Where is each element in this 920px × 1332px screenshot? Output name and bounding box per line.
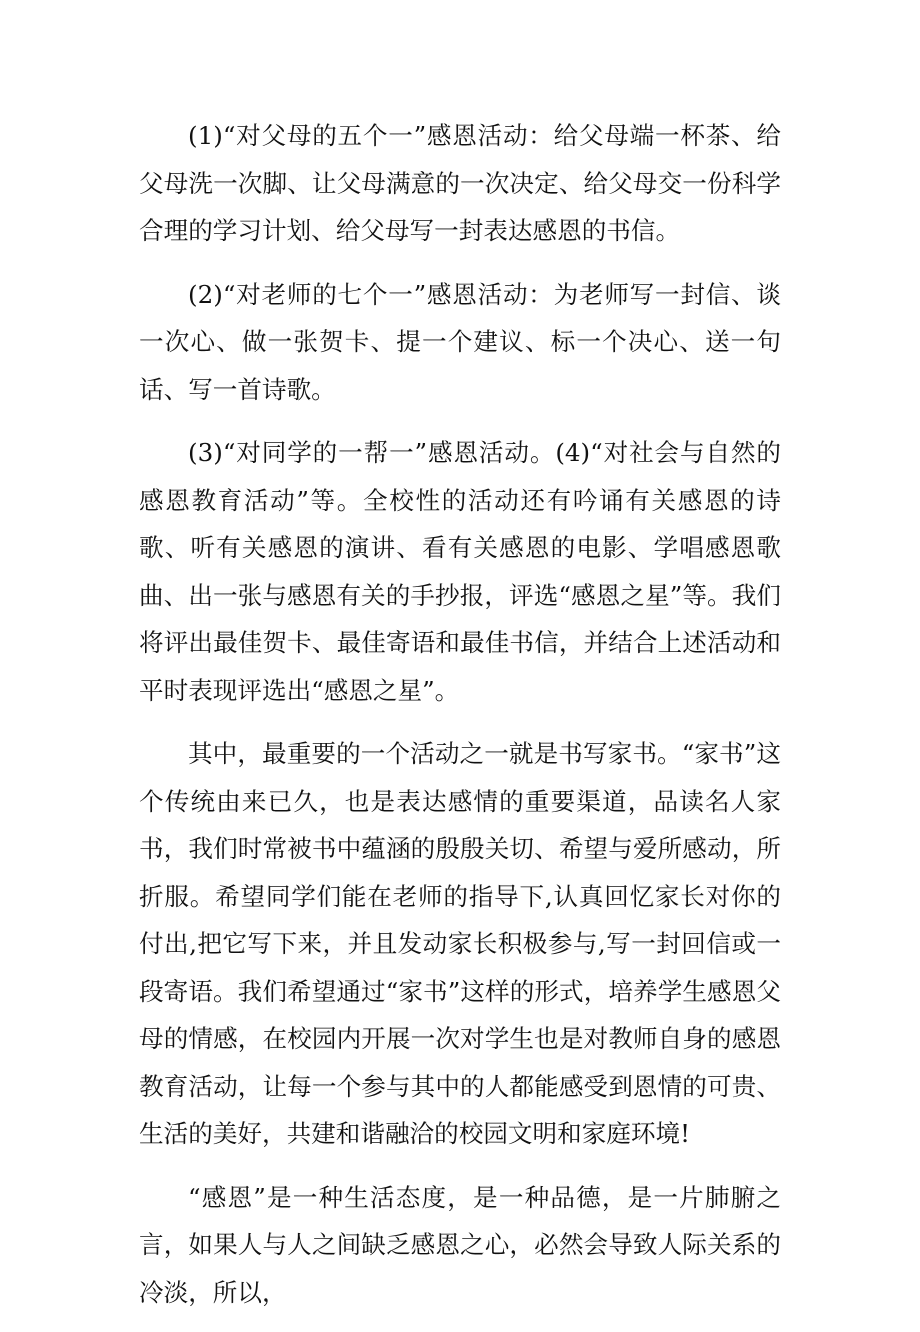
paragraph-classmates-society-activity: (3)“对同学的一帮一”感恩活动。(4)“对社会与自然的感恩教育活动”等。全校性的活动还有吟诵有关感恩的诗歌、听有关感恩的演讲、看有关感恩的电影、学唱感恩歌曲、出一张与感恩有关的手抄报，评选“感恩之星”等。我们将评出最佳贺卡、最佳寄语和最佳书信，并结合上述活动和平时表现评选出“感恩之星”。 <box>139 438 781 705</box>
paragraph-family-letters: 其中，最重要的一个活动之一就是书写家书。“家书”这个传统由来已久，也是表达感情的重要渠道，品读名人家书，我们时常被书中蕴涵的殷殷关切、希望与爱所感动，所折服。希望同学们能在老师的指导下,认真回忆家长对你的付出,把它写下来，并且发动家长积极参与,写一封回信或一段寄语。我们希望通过“家书”这样的形式，培养学生感恩父母的情感，在校园内开展一次对学生也是对教师自身的感恩教育活动，让每一个参与其中的人都能感受到恩情的可贵、生活的美好，共建和谐融洽的校园文明和家庭环境! <box>139 739 781 1148</box>
paragraph-gratitude-attitude: “感恩”是一种生活态度，是一种品德，是一片肺腑之言，如果人与人之间缺乏感恩之心，必然会导致人际关系的冷淡，所以， <box>139 1182 781 1307</box>
paragraph-parents-activity: (1)“对父母的五个一”感恩活动：给父母端一杯茶、给父母洗一次脚、让父母满意的一次决定、给父母交一份科学合理的学习计划、给父母写一封表达感恩的书信。 <box>139 121 781 245</box>
document-body <box>139 112 781 1332</box>
paragraph-teachers-activity: (2)“对老师的七个一”感恩活动：为老师写一封信、谈一次心、做一张贺卡、提一个建议、标一个决心、送一句话、写一首诗歌。 <box>139 279 781 404</box>
